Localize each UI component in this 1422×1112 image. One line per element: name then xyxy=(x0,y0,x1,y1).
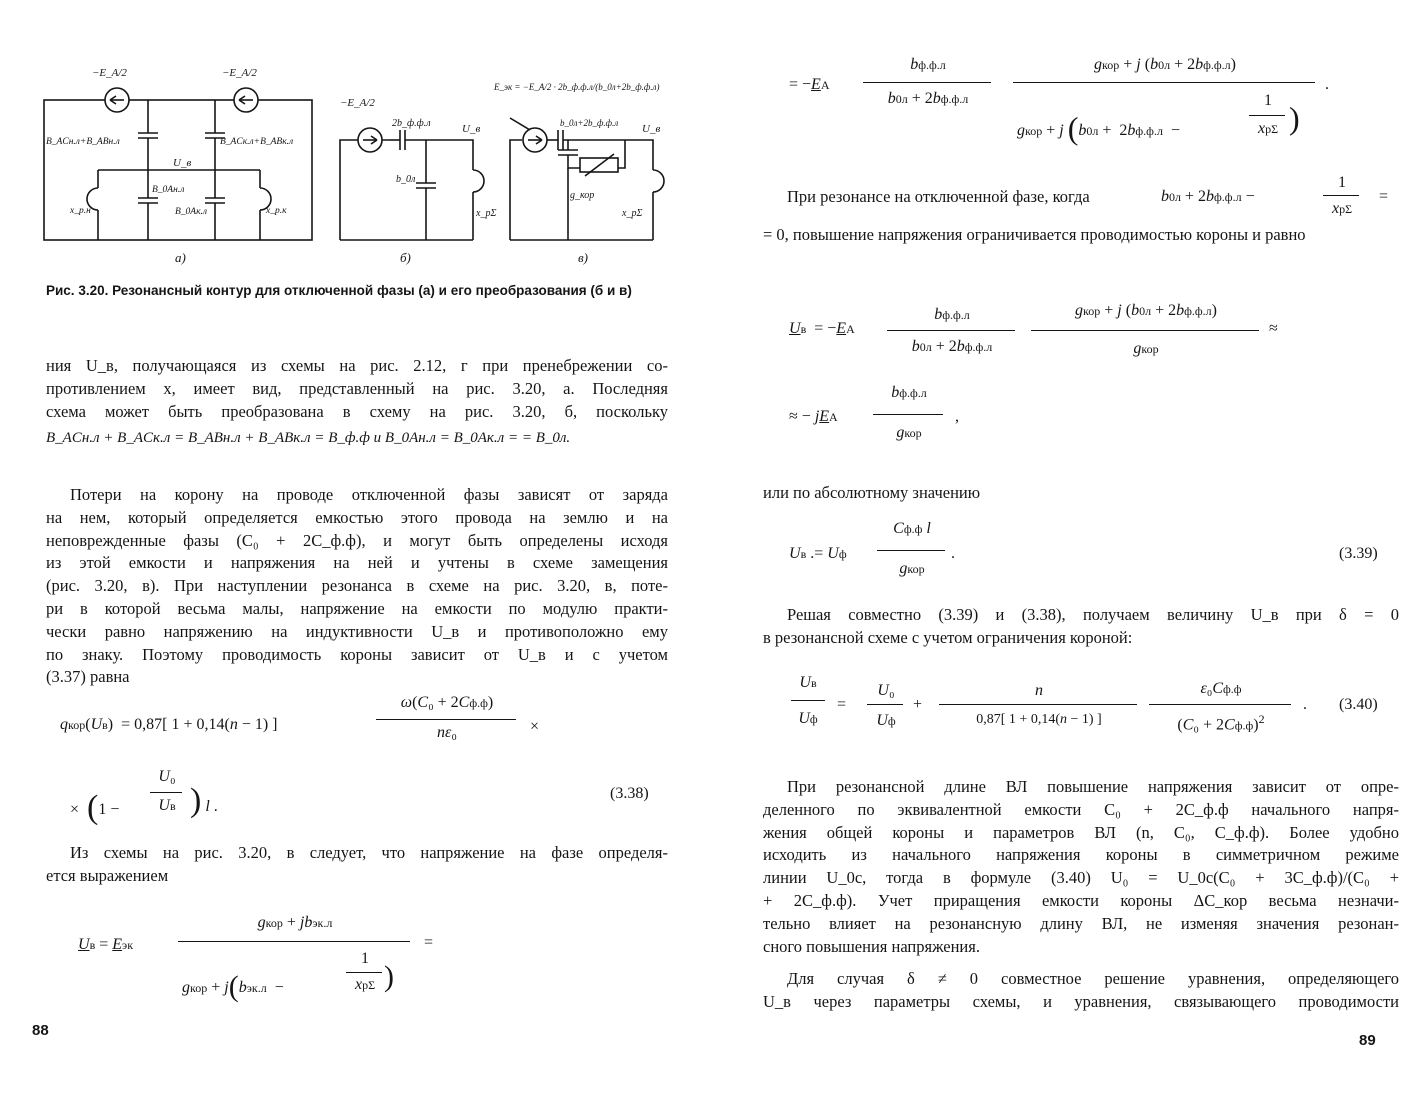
text-line: Из схемы на рис. 3.20, в следует, что напряжение на фазе определя- xyxy=(70,843,668,862)
text-line: U_в через параметры схемы, и уравнения, связывающего проводимости xyxy=(763,991,1399,1011)
right-paragraph-2: или по абсолютному значению xyxy=(763,483,981,502)
text-line: противлением x, имеет вид, представленный на рис. 3.20, а. Последняя xyxy=(46,378,668,398)
text-line: сного повышения напряжения. xyxy=(763,936,980,956)
label-uv-b: U_в xyxy=(462,123,481,135)
text-line: в резонансной схеме с учетом ограничения короной: xyxy=(763,627,1133,647)
label-xpn: x_р.н xyxy=(70,206,91,216)
eq-number-3-40: (3.40) xyxy=(1339,696,1378,713)
right-page: = −EA bф.ф.л b0л + 2bф.ф.л gкор + j (b0л + 2bф.ф.л) gкор + j (b0л + 2bф.ф.л − 1 xрΣ ) . При резонансе на отключенной фазе, когда b0л + 2bф.ф.л − 1 xрΣ = = 0, повышение напряжения ограничивается проводимостью короны и равно Uв = −EA bф.ф.л b0л + 2bф.ф.л gкор + j (b0л + 2bф.ф.л) gкор ≈ ≈ − jEA bф.ф.л gкор , или по абсолютному значению Uв .= Uф Cф.ф l gкор . (3.39) Решая совместно (3.39) и (3.38), получаем величину U_в при δ = 0 в резонансной схеме с учетом ограничения короной: Uв Uф = U₀ Uф + n 0,87[ 1 + 0,14(n − 1) ] ε₀Cф.ф $(C_0 + 2Cф.ф)^2$ . (3.40) При резонансной длине ВЛ повышение напряжения зависит от опре- деленного по эквивалентной емкости C₀ + 2C_ф.ф начального напря- жения общей короны и параметров ВЛ (n, C₀, C_ф.ф). Более удобно исходить из начального напряжения короны в симметричном режиме линии U_0c, тогда в формуле (3.40) U₀ = U_0c(C₀ + 3C_ф.ф)/(C₀ + + 2C_ф.ф). Учет приращения емкости короны ΔC_кор весьма незначи- тельно влияет на резонансную длину ВЛ, не изменяя значения резонан- сного повышения напряжения. Для случая δ ≠ 0 совместное решение уравнения, определяющего U_в через параметры схемы, и уравнения, связывающего проводимости 89 xyxy=(763,56,1399,1049)
label-gkor: g_кор xyxy=(570,190,595,201)
right-paragraph-1-cont: = 0, повышение напряжения ограничивается проводимостью короны и равно xyxy=(763,225,1306,244)
text-line: Потери на корону на проводе отключенной фазы зависят от заряда xyxy=(70,485,668,504)
formula-b-equalities: B_ACн.л + B_ACк.л = B_ABн.л + B_ABк.л = B_ф.ф и B_0Aн.л = B_0Aк.л = = B_0л. xyxy=(46,430,571,446)
text-line: деленного по эквивалентной емкости C₀ + 2C_ф.ф начального напря- xyxy=(763,799,1399,819)
text-line: (рис. 3.20, в). При наступлении резонанса в схеме на рис. 3.20, в, поте- xyxy=(46,576,668,596)
text-line: жения общей короны и параметров ВЛ (n, C₀, C_ф.ф). Более удобно xyxy=(763,822,1399,842)
text-line: схема может быть преобразована в схему на рис. 3.20, б, поскольку xyxy=(46,401,668,421)
text-line: исходить из начального напряжения короны в симметричном режиме xyxy=(763,845,1399,865)
text-line: чески равно напряжению на индуктивности U_в и противоположно ему xyxy=(46,621,668,641)
label-esk: E_эк = −E_A/2 · 2b_ф.ф.л/(b_0л+2b_ф.ф.л) xyxy=(494,82,660,92)
right-paragraph-4 xyxy=(763,776,1399,958)
left-paragraph-3 xyxy=(46,842,668,888)
left-page: −E_A/2 −E_A/2 B_ACн.л+B_ABн.л B_ACк.л+B_ABк.л U_в B_0Aн.л B_0Aк.л x_р.н x_р.к −E_A/2 2b_ф.ф.л U_в b_0л x_рΣ E_эк = −E_A/2 · 2b_ф.ф.л/(b_0л+2b_ф.ф.л) b_0л+2b_ф.ф.л U_в g_кор x_рΣ а) б) в) Рис. 3.20. Резонансный контур для отключенной фазы (а) и его преобразования (б и в) ния U_в, получающаяся из схемы на рис. 2.12, г при пренебрежении со- противлением x, имеет вид, представленный на рис. 3.20, а. Последняя схема может быть преобразована в схему на рис. 3.20, б, поскольку B_ACн.л + B_ACк.л = B_ABн.л + B_ABк.л = B_ф.ф и B_0Aн.л = B_0Aк.л = = B_0л. Потери на корону на проводе отключенной фазы зависят от заряда на нем, который определяется емкостью этого провода на землю и на неповрежденные фазы (C₀ + 2C_ф.ф), и могут быть определены исходя из этой емкости и напряжения на ней и учтены в схеме замещения (рис. 3.20, в). При наступлении резонанса в схеме на рис. 3.20, в, поте- ри в которой весьма малы, напряжение на емкости по модулю практи- чески равно напряжению на индуктивности U_в и противоположно ему по знаку. Поэтому проводимость короны зависит от U_в и с учетом (3.37) равна qкор(Uв) = 0,87[ 1 + 0,14(n − 1) ] ω(C₀ + 2Cф.ф) nε₀ × × (1 − U₀ Uв ) l . (3.38) Из схемы на рис. 3.20, в следует, что напряжение на фазе определя- ется выражением Uв = Eэк gкор + jbэк.л gкор + j(bэк.л − 1 xрΣ ) = 88 xyxy=(0,0,711,1112)
label-sub-v: в) xyxy=(578,250,588,265)
label-bff: 2b_ф.ф.л xyxy=(392,118,431,129)
right-paragraph-3 xyxy=(763,604,1399,650)
text-line: Для случая δ ≠ 0 совместное решение уравнения, определяющего xyxy=(787,969,1399,988)
text-line: из этой емкости и напряжения на ней и учтены в схеме замещения xyxy=(46,553,668,573)
label-ea2-b: −E_A/2 xyxy=(340,97,375,109)
left-paragraph-1 xyxy=(46,355,668,423)
figure-caption: Рис. 3.20. Резонансный контур для отключенной фазы (а) и его преобразования (б и в) xyxy=(46,283,632,298)
text-line: тельно влияет на резонансную длину ВЛ, не изменяя значения резонан- xyxy=(763,913,1399,933)
label-xps-b: x_рΣ xyxy=(476,208,497,219)
text-line: Решая совместно (3.39) и (3.38), получаем величину U_в при δ = 0 xyxy=(787,605,1399,624)
page-number-left: 88 xyxy=(32,1022,49,1039)
label-bac-sum: B_ACн.л+B_ABн.л xyxy=(46,137,120,147)
label-xpk: x_р.к xyxy=(266,206,287,216)
text-line: ется выражением xyxy=(46,865,169,885)
eq-number-3-39: (3.39) xyxy=(1339,545,1378,562)
text-line: ри в которой весьма малы, напряжение на емкости по модулю практи- xyxy=(46,598,668,618)
label-b0l: b_0л xyxy=(396,174,416,185)
label-sub-b: б) xyxy=(400,250,411,265)
label-xps-v: x_рΣ xyxy=(622,208,643,219)
text-line: на нем, который определяется емкостью этого провода на землю и на xyxy=(46,507,668,527)
label-b0l2: b_0л+2b_ф.ф.л xyxy=(560,118,619,128)
label-ea2-a2: −E_A/2 xyxy=(222,67,257,79)
eq-number-3-38: (3.38) xyxy=(610,785,649,802)
label-b0an: B_0Aн.л xyxy=(152,185,185,195)
text-line: При резонансной длине ВЛ повышение напряжения зависит от опре- xyxy=(787,777,1399,796)
text-line: При резонансе на отключенной фазе, когда xyxy=(787,187,1090,206)
figure-3-20 xyxy=(40,58,680,268)
text-line: неповрежденные фазы (C₀ + 2C_ф.ф), и могут быть определены исходя xyxy=(46,530,668,550)
page-number-right: 89 xyxy=(1359,1032,1376,1049)
label-bac-sum2: B_ACк.л+B_ABк.л xyxy=(220,137,294,147)
text-line: (3.37) равна xyxy=(46,667,130,687)
text-line: ния U_в, получающаяся из схемы на рис. 2.12, г при пренебрежении со- xyxy=(46,356,668,375)
label-uv-a: U_в xyxy=(173,157,192,169)
left-paragraph-2 xyxy=(46,484,668,689)
text-line: линии U_0c, тогда в формуле (3.40) U₀ = U_0c(C₀ + 3C_ф.ф)/(C₀ + xyxy=(763,868,1399,888)
right-paragraph-5 xyxy=(763,968,1399,1014)
text-line: по знаку. Поэтому проводимость короны зависит от U_в и с учетом xyxy=(46,644,668,664)
text-line: + 2C_ф.ф). Учет приращения емкости короны ΔC_кор весьма незначи- xyxy=(763,890,1399,910)
label-sub-a: а) xyxy=(175,250,186,265)
label-b0ak: B_0Aк.л xyxy=(175,207,208,217)
label-uv-v: U_в xyxy=(642,123,661,135)
label-ea2-a1: −E_A/2 xyxy=(92,67,127,79)
